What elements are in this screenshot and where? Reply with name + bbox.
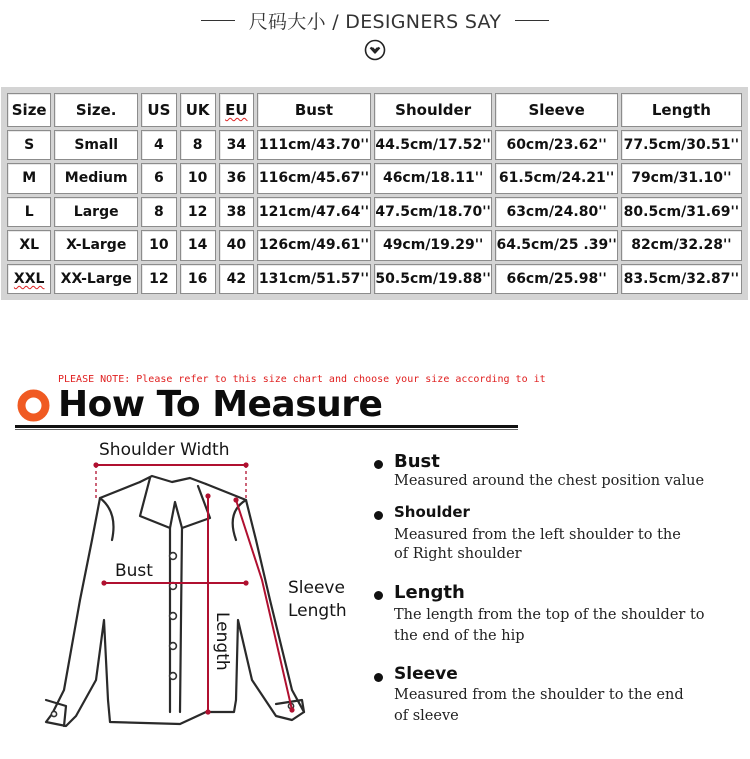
shirt-body-outline (46, 482, 304, 726)
table-cell: 64.5cm/25 .39'' (495, 230, 617, 260)
table-cell: 49cm/19.29'' (374, 230, 493, 260)
table-cell: 47.5cm/18.70'' (374, 197, 493, 227)
definition-desc: Measured around the chest position value (394, 473, 705, 489)
bullet-icon (374, 673, 383, 682)
table-header-cell: Shoulder (374, 93, 493, 127)
table-cell: 61.5cm/24.21'' (495, 163, 617, 193)
table-cell: 121cm/47.64'' (257, 197, 371, 227)
table-cell: M (7, 163, 51, 193)
shirt-collar (140, 476, 210, 528)
table-cell: 8 (180, 130, 216, 160)
heading-underline (15, 425, 518, 428)
bust-label: Bust (115, 561, 153, 581)
table-header-cell: UK (180, 93, 216, 127)
table-cell: S (7, 130, 51, 160)
header-rule-left (201, 20, 235, 21)
table-cell: 79cm/31.10'' (621, 163, 742, 193)
size-chart (1, 87, 748, 300)
table-header-cell: Size. (54, 93, 138, 127)
table-cell: 126cm/49.61'' (257, 230, 371, 260)
table-cell: 10 (180, 163, 216, 193)
table-header-cell: Bust (257, 93, 371, 127)
shirt-yoke-seams (100, 498, 246, 540)
size-table (4, 90, 745, 297)
table-row (7, 230, 742, 260)
definition-desc: Measured from the left shoulder to the (394, 527, 681, 543)
table-cell: 38 (219, 197, 255, 227)
shirt-buttons (51, 553, 293, 717)
shoulder-width-label: Shoulder Width (99, 440, 230, 460)
table-cell: 12 (141, 264, 177, 295)
table-row (7, 264, 742, 295)
definition-term: Sleeve (394, 664, 458, 684)
table-cell: 42 (219, 264, 255, 295)
table-cell: 116cm/45.67'' (257, 163, 371, 193)
table-cell: 46cm/18.11'' (374, 163, 493, 193)
table-header-cell: Size (7, 93, 51, 127)
definition-desc: The length from the top of the shoulder to (394, 607, 705, 623)
table-row (7, 197, 742, 227)
table-cell: 12 (180, 197, 216, 227)
definition-desc: of Right shoulder (394, 546, 522, 562)
table-cell: 44.5cm/17.52'' (374, 130, 493, 160)
table-header-row (7, 93, 742, 127)
table-cell: 80.5cm/31.69'' (621, 197, 742, 227)
table-cell: 111cm/43.70'' (257, 130, 371, 160)
table-row (7, 130, 742, 160)
heading-underline-thin (15, 429, 518, 430)
header-title: 尺码大小 / DESIGNERS SAY (248, 10, 502, 33)
table-header-cell: US (141, 93, 177, 127)
sleeve-line (236, 500, 292, 710)
table-cell: 40 (219, 230, 255, 260)
table-cell: 82cm/32.28'' (621, 230, 742, 260)
definition-desc: the end of the hip (394, 628, 525, 644)
orange-ring-icon (17, 389, 50, 422)
table-header-cell: Length (621, 93, 742, 127)
length-label: Length (212, 612, 232, 671)
table-cell: 83.5cm/32.87'' (621, 264, 742, 295)
definition-term: Bust (394, 451, 440, 472)
table-row (7, 163, 742, 193)
table-cell: 6 (141, 163, 177, 193)
definition-term: Shoulder (394, 503, 470, 521)
table-cell: Large (54, 197, 138, 227)
table-cell: XX-Large (54, 264, 138, 295)
table-cell: 60cm/23.62'' (495, 130, 617, 160)
definition-desc: of sleeve (394, 708, 459, 724)
table-cell: Small (54, 130, 138, 160)
header-rule-right (515, 20, 549, 21)
table-cell: 14 (180, 230, 216, 260)
table-cell: 10 (141, 230, 177, 260)
bullet-icon (374, 511, 383, 520)
table-cell: 16 (180, 264, 216, 295)
definition-term: Length (394, 582, 465, 603)
page-header (0, 6, 750, 34)
chevron-down-circle-icon (364, 39, 386, 61)
table-cell: 34 (219, 130, 255, 160)
table-cell: 131cm/51.57'' (257, 264, 371, 295)
table-cell: XXL (7, 264, 51, 295)
table-cell: XL (7, 230, 51, 260)
table-cell: X-Large (54, 230, 138, 260)
table-cell: 50.5cm/19.88'' (374, 264, 493, 295)
definition-desc: Measured from the shoulder to the end (394, 687, 684, 703)
table-cell: 63cm/24.80'' (495, 197, 617, 227)
table-cell: 66cm/25.98'' (495, 264, 617, 295)
bullet-icon (374, 591, 383, 600)
table-cell: 4 (141, 130, 177, 160)
measurement-lines (96, 465, 292, 712)
sleeve-label-line1: Sleeve (288, 578, 345, 598)
table-cell: 8 (141, 197, 177, 227)
table-cell: Medium (54, 163, 138, 193)
please-note: PLEASE NOTE: Please refer to this size chart and choose your size according to it (58, 374, 546, 385)
table-header-cell: EU (219, 93, 255, 127)
table-cell: L (7, 197, 51, 227)
table-header-cell: Sleeve (495, 93, 617, 127)
table-cell: 77.5cm/30.51'' (621, 130, 742, 160)
table-cell: 36 (219, 163, 255, 193)
bullet-icon (374, 460, 383, 469)
how-to-measure-heading: How To Measure (58, 384, 383, 425)
sleeve-label-line2: Length (288, 601, 347, 621)
